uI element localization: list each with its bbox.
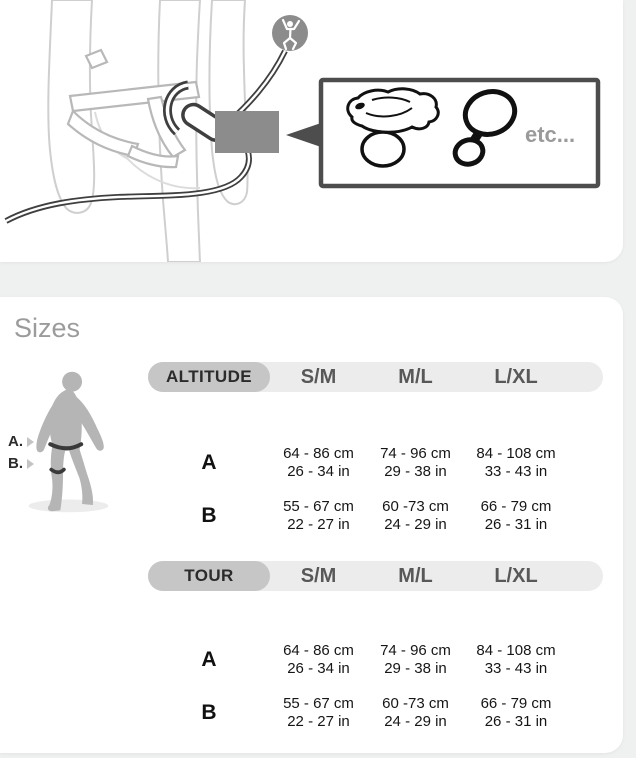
row-label: A xyxy=(201,648,217,671)
in-value: 33 - 43 in xyxy=(484,660,548,677)
cm-value: 60 -73 cm xyxy=(382,498,449,515)
climber-icon xyxy=(272,15,308,51)
figure-label-b xyxy=(8,455,34,472)
figure-label-b-text: B. xyxy=(8,455,23,472)
harness-illustration xyxy=(0,0,623,262)
tour-col-ml: M/L xyxy=(398,564,433,587)
cm-value: 84 - 108 cm xyxy=(476,642,556,659)
cm-value: 66 - 79 cm xyxy=(480,498,552,515)
in-value: 29 - 38 in xyxy=(384,660,447,677)
in-value: 26 - 34 in xyxy=(287,463,350,480)
cm-value: 74 - 96 cm xyxy=(380,445,451,462)
figure-label-a xyxy=(8,433,34,450)
cm-value: 55 - 67 cm xyxy=(283,498,354,515)
row-label: B xyxy=(201,701,217,724)
row-label: B xyxy=(201,504,217,527)
measurement-cell xyxy=(464,498,568,534)
in-value: 22 - 27 in xyxy=(287,713,350,730)
figure-label-a-text: A. xyxy=(8,433,23,450)
cm-value: 66 - 79 cm xyxy=(480,695,552,712)
etc-label: etc... xyxy=(525,122,576,147)
tour-col-lxl: L/XL xyxy=(494,564,538,587)
measurement-cell xyxy=(367,642,464,678)
arrow-right-icon xyxy=(27,459,34,469)
measurement-cell xyxy=(270,445,367,481)
device-placeholder xyxy=(215,111,279,153)
cm-value: 64 - 86 cm xyxy=(283,445,354,462)
in-value: 24 - 29 in xyxy=(384,713,447,730)
cm-value: 74 - 96 cm xyxy=(380,642,451,659)
sizes-title: Sizes xyxy=(14,313,81,343)
cm-value: 55 - 67 cm xyxy=(283,695,354,712)
in-value: 24 - 29 in xyxy=(384,516,447,533)
tour-col-sm: S/M xyxy=(300,564,337,587)
altitude-row-a xyxy=(148,445,603,481)
altitude-row-b xyxy=(148,498,603,534)
altitude-model-badge: ALTITUDE xyxy=(148,362,270,392)
tour-model-badge: TOUR xyxy=(148,561,270,591)
cm-value: 64 - 86 cm xyxy=(283,642,354,659)
measurement-cell xyxy=(464,445,568,481)
measurement-cell xyxy=(270,498,367,534)
in-value: 26 - 31 in xyxy=(484,516,548,533)
measurement-cell xyxy=(367,445,464,481)
cm-value: 60 -73 cm xyxy=(382,695,449,712)
tour-row-a xyxy=(148,642,603,678)
row-label: A xyxy=(201,451,217,474)
in-value: 26 - 34 in xyxy=(287,660,350,677)
tour-table-header xyxy=(148,561,603,591)
sizes-card xyxy=(0,297,623,753)
tour-row-b xyxy=(148,695,603,731)
altitude-col-sm: S/M xyxy=(300,365,337,388)
measurement-cell xyxy=(464,642,568,678)
arrow-right-icon xyxy=(27,437,34,447)
in-value: 26 - 31 in xyxy=(484,713,548,730)
measurement-cell xyxy=(367,695,464,731)
in-value: 33 - 43 in xyxy=(484,463,548,480)
measurement-cell xyxy=(367,498,464,534)
in-value: 22 - 27 in xyxy=(287,516,350,533)
cm-value: 84 - 108 cm xyxy=(476,445,556,462)
in-value: 29 - 38 in xyxy=(384,463,447,480)
altitude-col-ml: M/L xyxy=(398,365,433,388)
body-figure xyxy=(24,369,112,514)
measurement-cell xyxy=(270,642,367,678)
altitude-table-header xyxy=(148,362,603,392)
measurement-cell xyxy=(464,695,568,731)
measurement-cell xyxy=(270,695,367,731)
altitude-col-lxl: L/XL xyxy=(494,365,538,388)
illustration-card xyxy=(0,0,623,262)
callout-arrow xyxy=(286,123,321,147)
